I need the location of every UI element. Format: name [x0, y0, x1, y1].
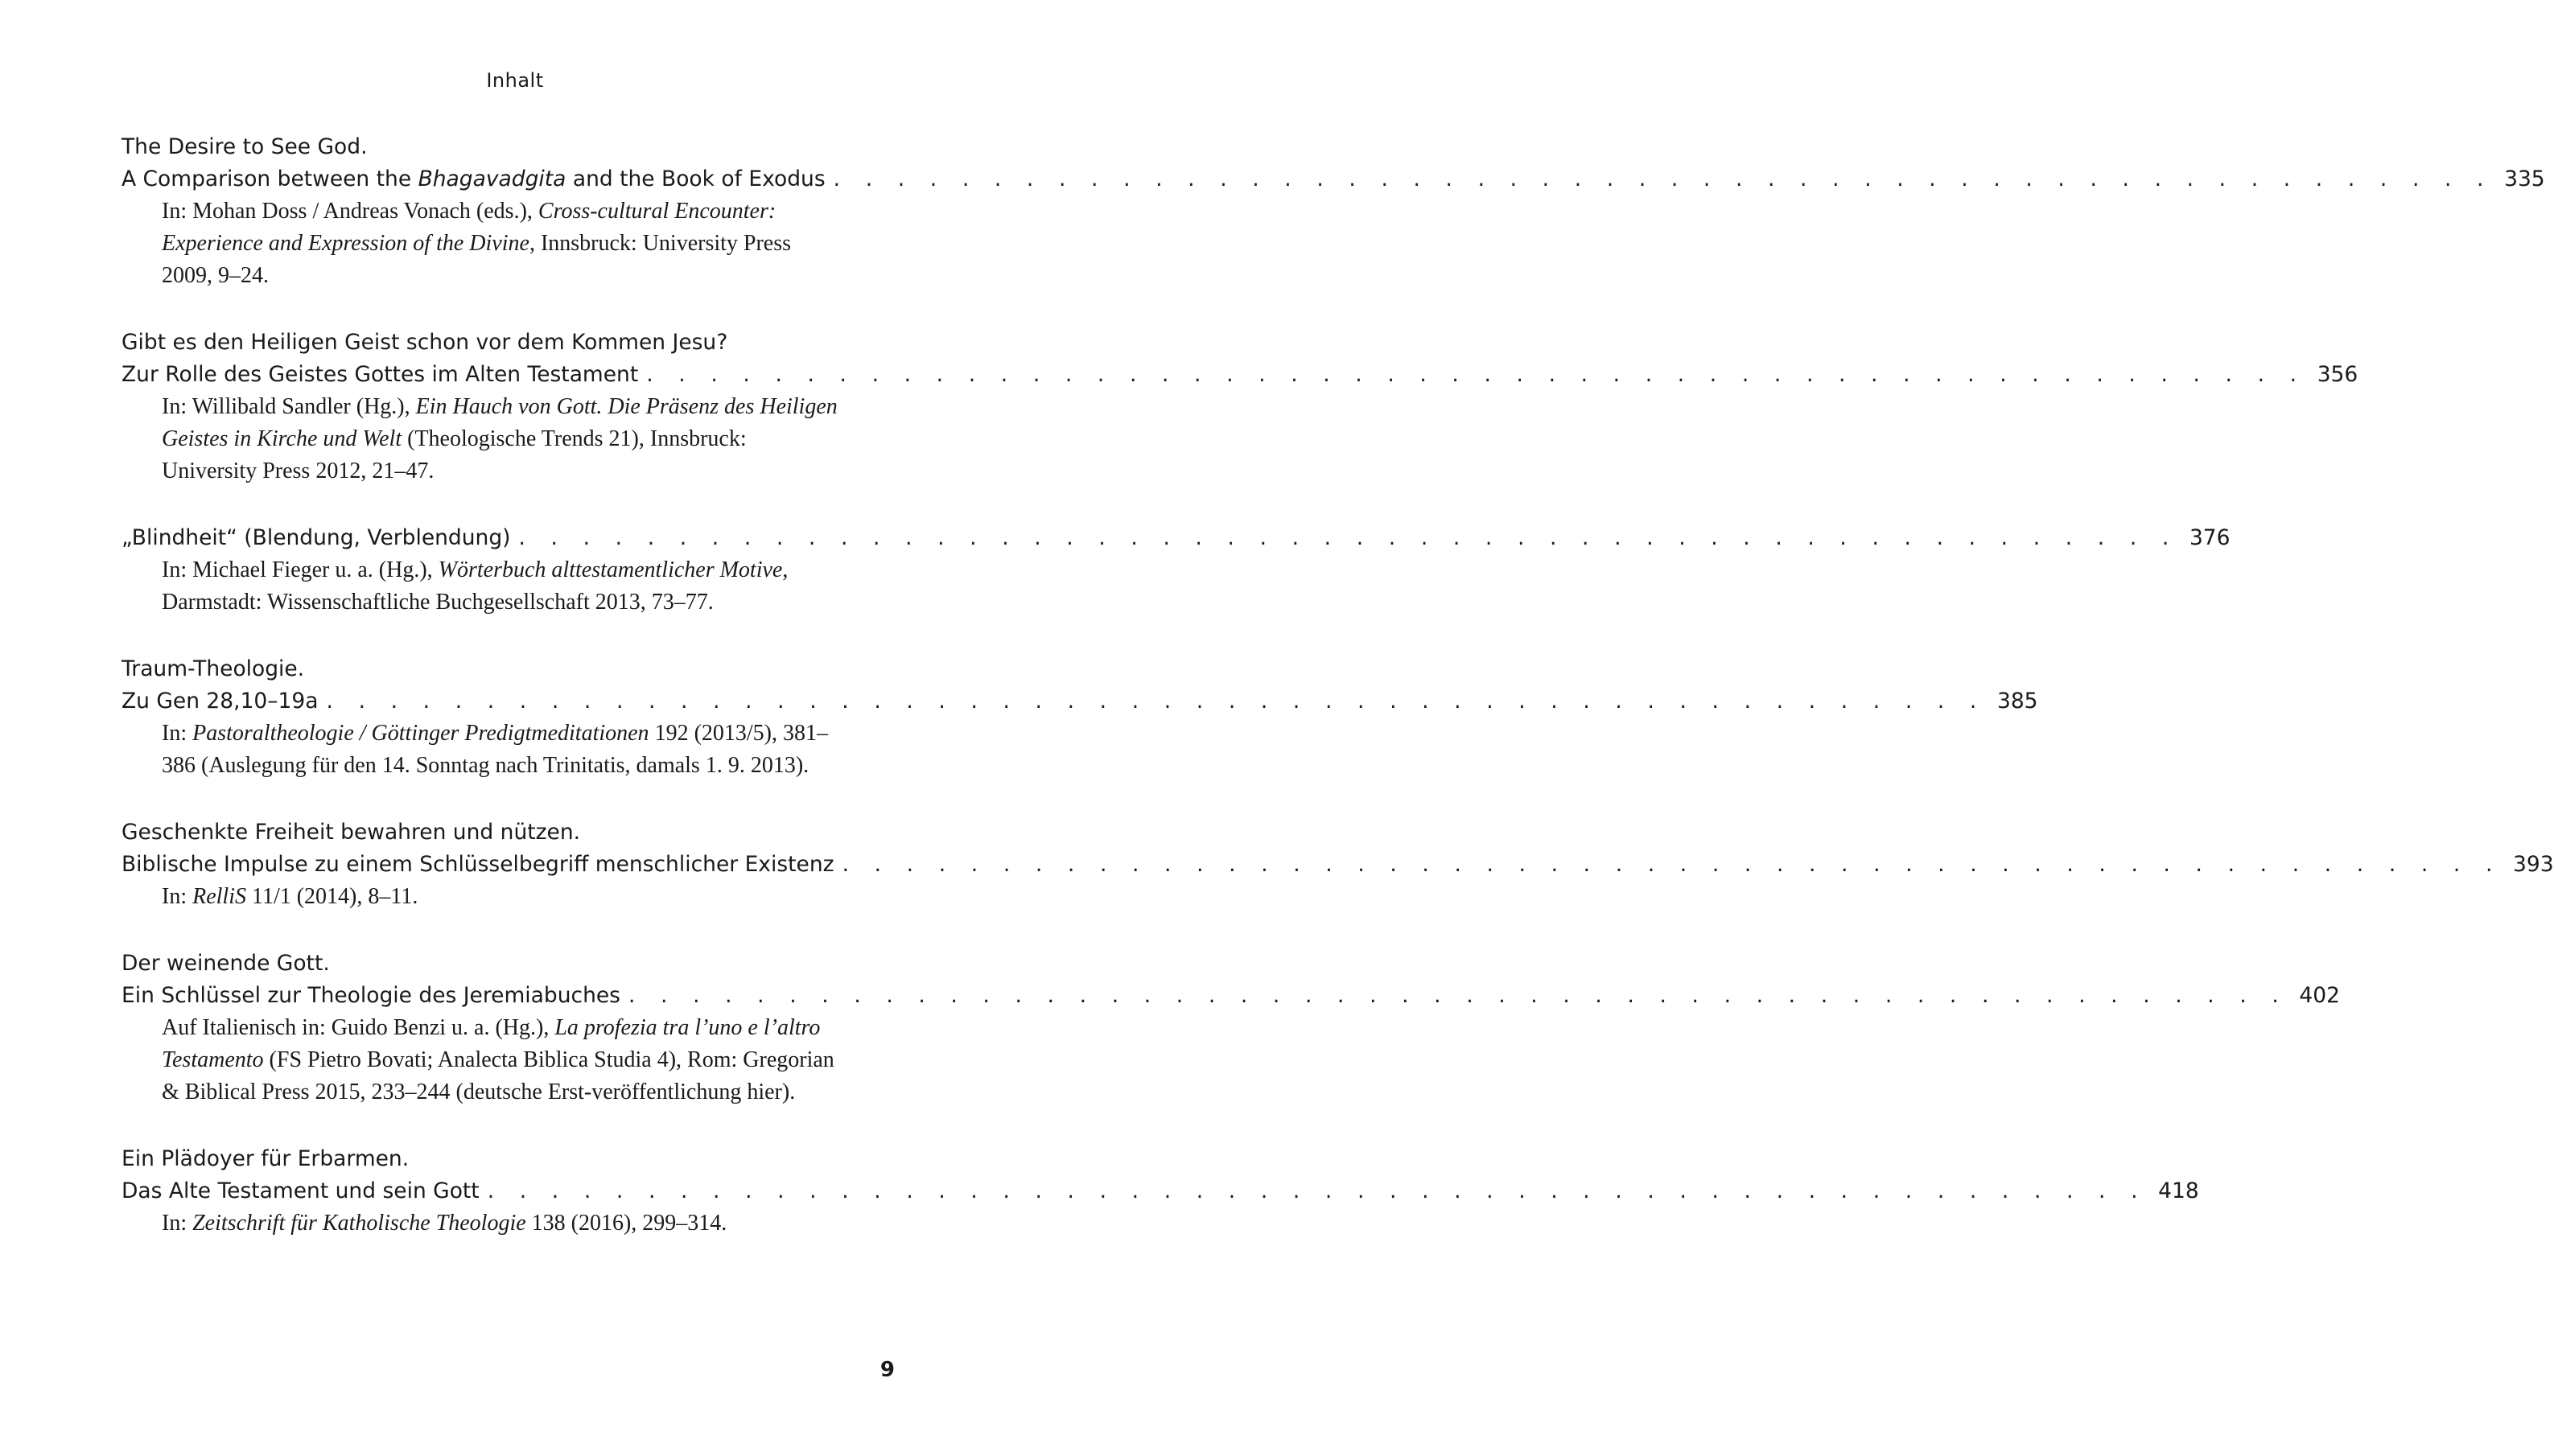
citation-text: In: [162, 884, 193, 909]
citation-work-title: Zeitschrift für Katholische Theologie [192, 1211, 526, 1236]
toc-entry [122, 522, 2231, 619]
citation-text: 11/1 (2014), 8–11. [245, 884, 418, 909]
entry-subtitle-line [122, 163, 2545, 195]
dot-leader: . . . . . . . . . . . . . . . . . . . . . . . . . . . . . . . . . . . . . . . . . . . . . . . . . . . . [628, 983, 2288, 1008]
source-citation [122, 718, 895, 782]
citation-text: , Darmstadt: Wissenschaftliche Buchgesellschaft 2013, 73–77. [162, 557, 789, 615]
entry-subtitle-line [122, 980, 2341, 1012]
entry-title: Gibt es den Heiligen Geist schon vor dem Kommen Jesu? [122, 330, 728, 355]
citation-text: In: [162, 1211, 193, 1236]
citation-text: In: Mohan Doss / Andreas Vonach (eds.), [162, 199, 538, 224]
source-citation [122, 195, 895, 292]
entry-subtitle: Das Alte Testament und sein Gott [122, 1178, 480, 1203]
page-number: 385 [1996, 689, 2038, 714]
source-citation [122, 391, 895, 487]
dot-leader: . . . . . . . . . . . . . . . . . . . . . . . . . . . . . . . . . . . . . . . . . . . . . . . . . . . . [326, 689, 1986, 714]
entry-subtitle-line [122, 849, 2554, 881]
citation-work-title: Pastoraltheologie / Göttinger Predigtmeditationen [192, 721, 649, 746]
subtitle-part: and the Book of Exodus [566, 167, 826, 191]
subtitle-part: A Comparison between the [122, 167, 418, 191]
entry-subtitle: Ein Schlüssel zur Theologie des Jeremiabuches [122, 983, 620, 1008]
dot-leader: . . . . . . . . . . . . . . . . . . . . . . . . . . . . . . . . . . . . . . . . . . . . . . . . . . . . [487, 1178, 2148, 1203]
citation-work-title: La profezia tra l’uno e l’altro Testamento [162, 1015, 821, 1072]
dot-leader: . . . . . . . . . . . . . . . . . . . . . . . . . . . . . . . . . . . . . . . . . . . . . . . . . . . . [842, 852, 2503, 877]
toc-entry [122, 131, 2545, 292]
entry-subtitle: Zu Gen 28,10–19a [122, 689, 319, 714]
citation-text: , Innsbruck: University Press 2009, 9–24. [162, 231, 792, 288]
entry-subtitle-line [122, 522, 2231, 554]
source-citation [122, 1207, 895, 1240]
running-header: Inhalt [486, 69, 544, 92]
page-number: 393 [2513, 852, 2554, 877]
entry-title: The Desire to See God. [122, 134, 368, 159]
citation-text: In: Michael Fieger u. a. (Hg.), [162, 557, 439, 582]
table-of-contents [122, 131, 2554, 1240]
entry-title: Der weinende Gott. [122, 951, 330, 976]
page-number: 418 [2158, 1178, 2199, 1203]
toc-entry [122, 1143, 2199, 1240]
entry-subtitle-line [122, 1175, 2199, 1207]
dot-leader: . . . . . . . . . . . . . . . . . . . . . . . . . . . . . . . . . . . . . . . . . . . . . . . . . . . . [518, 525, 2178, 550]
toc-entry [122, 327, 2358, 487]
citation-work-title: Ein Hauch von Gott. Die Präsenz des Heiligen Geistes in Kirche und Welt [162, 394, 838, 451]
dot-leader: . . . . . . . . . . . . . . . . . . . . . . . . . . . . . . . . . . . . . . . . . . . . . . . . . . . . [646, 362, 2306, 387]
citation-work-title: RelliS [192, 884, 246, 909]
toc-entry [122, 948, 2341, 1108]
entry-subtitle: „Blindheit“ (Blendung, Verblendung) [122, 525, 511, 550]
source-citation [122, 554, 895, 619]
citation-text: In: Willibald Sandler (Hg.), [162, 394, 416, 419]
source-citation [122, 1012, 895, 1108]
citation-work-title: Cross-cultural Encounter: Experience and Expression of the Divine [162, 199, 776, 256]
citation-work-title: Wörterbuch alttestamentlicher Motive [438, 557, 783, 582]
page-number: 356 [2317, 362, 2358, 387]
entry-subtitle [122, 163, 826, 195]
citation-text: (Theologische Trends 21), Innsbruck: University Press 2012, 21–47. [162, 426, 747, 483]
source-citation [122, 881, 895, 913]
citation-text: In: [162, 721, 193, 746]
citation-text: Auf Italienisch in: Guido Benzi u. a. (Hg.), [162, 1015, 555, 1040]
entry-title: Ein Plädoyer für Erbarmen. [122, 1146, 410, 1171]
entry-title: Geschenkte Freiheit bewahren und nützen. [122, 820, 581, 845]
dot-leader: . . . . . . . . . . . . . . . . . . . . . . . . . . . . . . . . . . . . . . . . . . . . . . . . . . . . [833, 167, 2494, 191]
page-number: 402 [2299, 983, 2341, 1008]
entry-subtitle-line [122, 359, 2358, 391]
subtitle-emphasis: Bhagavadgita [418, 167, 566, 191]
entry-title: Traum-Theologie. [122, 656, 305, 681]
entry-subtitle: Biblische Impulse zu einem Schlüsselbegriff menschlicher Existenz [122, 852, 834, 877]
entry-subtitle-line [122, 685, 2038, 718]
page-folio: 9 [879, 1358, 895, 1382]
page-number: 376 [2189, 525, 2231, 550]
entry-subtitle: Zur Rolle des Geistes Gottes im Alten Testament [122, 362, 639, 387]
citation-text: 192 (2013/5), 381–386 (Auslegung für den 14. Sonntag nach Trinitatis, damals 1. 9. 2013). [162, 721, 828, 778]
toc-entry [122, 816, 2554, 913]
citation-text: 138 (2016), 299–314. [525, 1211, 727, 1236]
page-number: 335 [2504, 167, 2545, 191]
citation-text: (FS Pietro Bovati; Analecta Biblica Studia 4), Rom: Gregorian & Biblical Press 2015, 233–244 (deutsche Erst-veröffentlichung hier). [162, 1047, 834, 1104]
toc-entry [122, 653, 2038, 782]
